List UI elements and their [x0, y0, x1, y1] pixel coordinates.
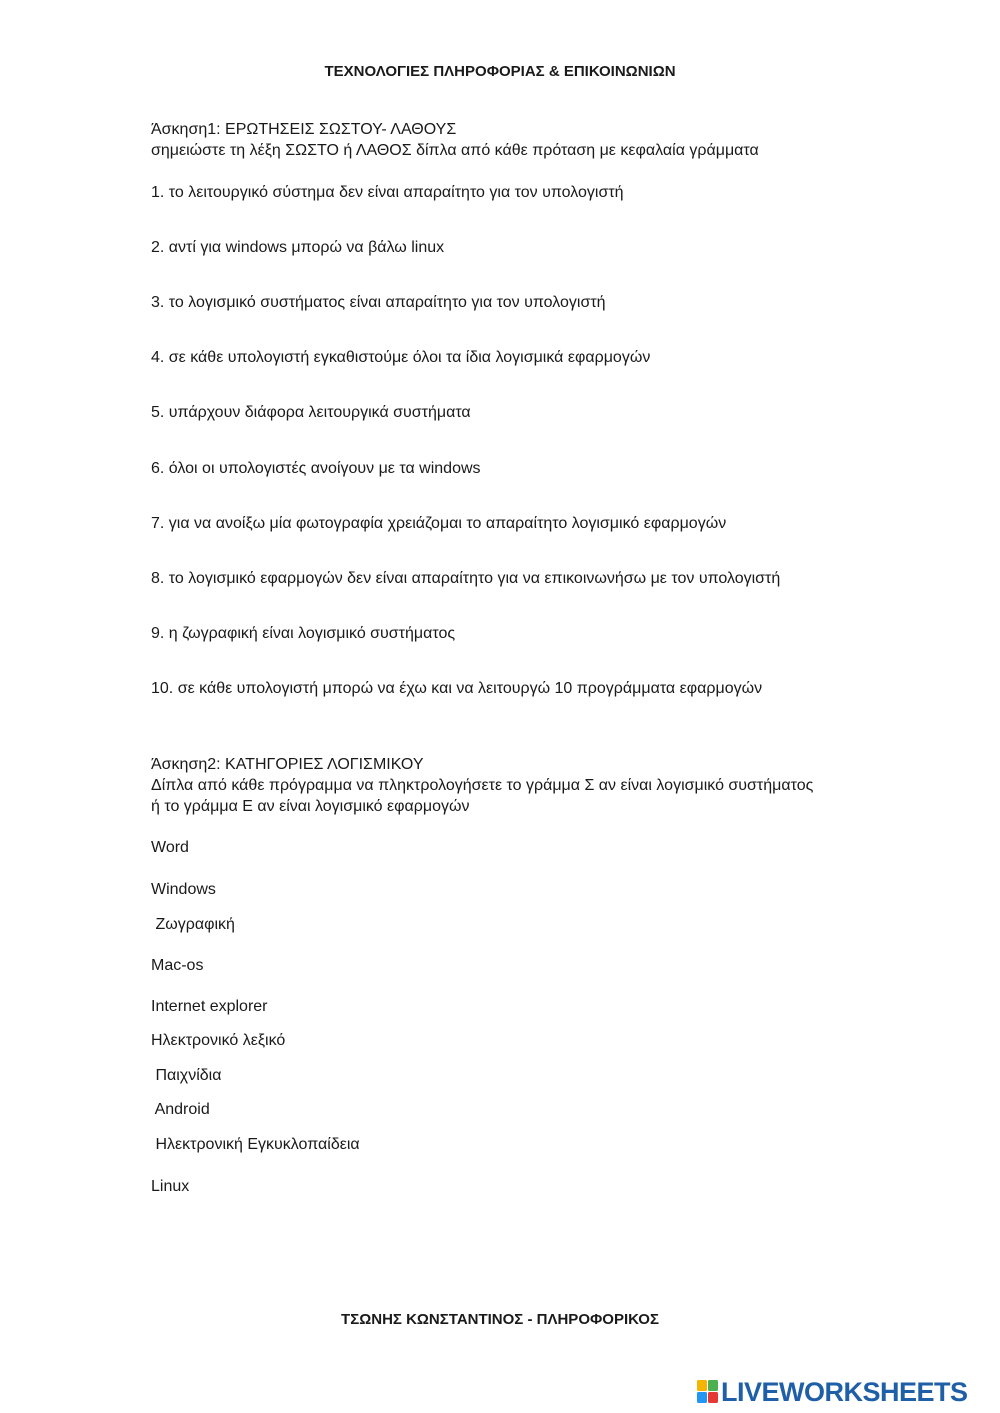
liveworksheets-wordmark: LIVEWORKSHEETS [721, 1377, 968, 1407]
exercise1-instruction: σημειώστε τη λέξη ΣΩΣΤΟ ή ΛΑΘΟΣ δίπλα από κάθε πρόταση με κεφαλαία γράμματα [151, 142, 759, 159]
exercise2-heading: Άσκηση2: ΚΑΤΗΓΟΡΙΕΣ ΛΟΓΙΣΜΙΚΟΥ [151, 756, 424, 773]
question-5: 5. υπάρχουν διάφορα λειτουργικά συστήματα [151, 404, 471, 421]
software-item-paint: Ζωγραφική [151, 916, 235, 933]
page-title: ΤΕΧΝΟΛΟΓΙΕΣ ΠΛΗΡΟΦΟΡΙΑΣ & ΕΠΙΚΟΙΝΩΝΙΩΝ [324, 63, 676, 80]
question-3: 3. το λογισμικό συστήματος είναι απαραίτητο για τον υπολογιστή [151, 294, 606, 311]
software-item-internet-explorer: Internet explorer [151, 998, 268, 1015]
question-1: 1. το λειτουργικό σύστημα δεν είναι απαραίτητο για τον υπολογιστή [151, 184, 624, 201]
software-item-encyclopedia: Ηλεκτρονική Εγκυκλοπαίδεια [151, 1136, 360, 1153]
exercise2-instruction-line2: ή το γράμμα Ε αν είναι λογισμικό εφαρμογών [151, 798, 470, 815]
exercise2-instruction-line1: Δίπλα από κάθε πρόγραμμα να πληκτρολογήσετε το γράμμα Σ αν είναι λογισμικό συστήματος [151, 777, 814, 794]
software-item-linux: Linux [151, 1178, 190, 1195]
question-7: 7. για να ανοίξω μία φωτογραφία χρειάζομαι το απαραίτητο λογισμικό εφαρμογών [151, 515, 727, 532]
software-item-word: Word [151, 839, 189, 856]
question-9: 9. η ζωγραφική είναι λογισμικό συστήματος [151, 625, 456, 642]
question-6: 6. όλοι οι υπολογιστές ανοίγουν με τα windows [151, 460, 481, 477]
software-item-games: Παιχνίδια [151, 1067, 222, 1084]
question-2: 2. αντί για windows μπορώ να βάλω linux [151, 239, 445, 256]
software-item-android: Android [151, 1101, 210, 1118]
software-item-dictionary: Ηλεκτρονικό λεξικό [151, 1032, 286, 1049]
question-10: 10. σε κάθε υπολογιστή μπορώ να έχω και να λειτουργώ 10 προγράμματα εφαρμογών [151, 680, 763, 697]
software-item-macos: Mac-os [151, 957, 204, 974]
question-8: 8. το λογισμικό εφαρμογών δεν είναι απαραίτητο για να επικοινωνήσω με τον υπολογιστή [151, 570, 781, 587]
exercise1-heading: Άσκηση1: ΕΡΩΤΗΣΕΙΣ ΣΩΣΤΟΥ- ΛΑΘΟΥΣ [151, 121, 457, 138]
liveworksheets-logo-icon [697, 1380, 719, 1404]
software-item-windows: Windows [151, 881, 216, 898]
author-footer: ΤΣΩΝΗΣ ΚΩΝΣΤΑΝΤΙΝΟΣ - ΠΛΗΡΟΦΟΡΙΚΟΣ [341, 1311, 659, 1328]
question-4: 4. σε κάθε υπολογιστή εγκαθιστούμε όλοι τα ίδια λογισμικά εφαρμογών [151, 349, 651, 366]
